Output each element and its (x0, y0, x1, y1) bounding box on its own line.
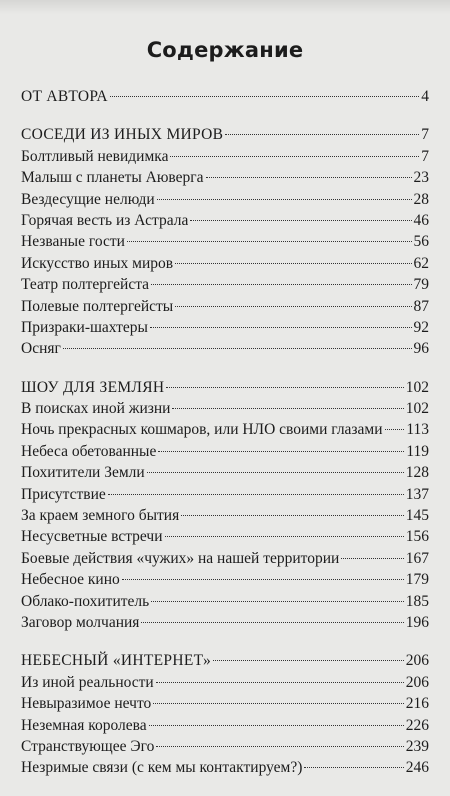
toc-entry (21, 167, 429, 188)
dot-leader (166, 387, 403, 388)
entry-label: Ночь прекрасных кошмаров, или НЛО своими глазами (21, 421, 383, 439)
toc-entry (21, 736, 429, 757)
section-heading-label: НЕБЕСНЫЙ «ИНТЕРНЕТ» (21, 652, 212, 670)
dot-leader (153, 703, 403, 704)
entry-label: Вездесущие нелюди (21, 190, 155, 208)
page-number: 56 (413, 233, 429, 251)
page-number: 23 (413, 169, 429, 187)
dot-leader (304, 767, 403, 768)
entry-label: Невыразимое нечто (21, 695, 152, 713)
toc-entry (21, 526, 429, 547)
dot-leader (206, 177, 412, 178)
toc-entry (21, 693, 429, 714)
entry-label: Горячая весть из Астрала (21, 211, 189, 229)
page-number: 87 (413, 297, 429, 315)
section-heading-label: СОСЕДИ ИЗ ИНЫХ МИРОВ (21, 126, 224, 144)
toc-entry (21, 398, 429, 419)
toc-entry (21, 591, 429, 612)
page-number: 145 (405, 507, 429, 525)
toc-entry (21, 484, 429, 505)
dot-leader (151, 284, 411, 285)
toc-entry (21, 274, 429, 295)
dot-leader (170, 156, 419, 157)
page-number: 246 (405, 759, 429, 777)
toc-entry (21, 253, 429, 274)
page-number: 113 (406, 421, 429, 439)
page-number: 62 (413, 254, 429, 272)
toc-entry (21, 612, 429, 633)
toc-entry (21, 231, 429, 252)
page-number: 226 (405, 716, 429, 734)
page-number: 4 (421, 88, 429, 105)
entry-label: Полевые полтергейсты (21, 297, 174, 315)
page-number: 102 (405, 400, 429, 418)
toc-entry (21, 210, 429, 231)
table-of-contents (21, 86, 429, 796)
entry-label: Похитители Земли (21, 464, 145, 482)
dot-leader (122, 579, 404, 580)
page-number: 179 (405, 571, 429, 589)
entry-label: Осняг (21, 340, 61, 358)
page-number: 156 (405, 528, 429, 546)
dot-leader (150, 327, 412, 328)
toc-entry (21, 757, 429, 778)
section-heading (21, 86, 429, 107)
page-number: 46 (413, 211, 429, 229)
toc-entry (21, 505, 429, 526)
entry-label: Призраки-шахтеры (21, 318, 148, 336)
dot-leader (149, 725, 404, 726)
page-number: 7 (421, 147, 429, 165)
dot-leader (175, 263, 411, 264)
entry-label: Малыш с планеты Аюверга (21, 169, 204, 187)
section-heading (21, 377, 429, 398)
entry-label: Несусветные встречи (21, 528, 163, 546)
entry-label: Искусство иных миров (21, 254, 174, 272)
page-number: 79 (413, 276, 429, 294)
toc-entry (21, 189, 429, 210)
dot-leader (165, 536, 404, 537)
dot-leader (225, 134, 419, 135)
previous-page-bleed (0, 0, 450, 14)
page-number: 185 (405, 592, 429, 610)
dot-leader (157, 199, 412, 200)
toc-entry (21, 548, 429, 569)
toc-entry (21, 441, 429, 462)
dot-leader (190, 220, 411, 221)
toc-entry (21, 715, 429, 736)
page-number: 206 (405, 673, 429, 691)
entry-label: Небеса обетованные (21, 442, 157, 460)
entry-label: В поисках иной жизни (21, 400, 171, 418)
page-number: 7 (421, 126, 429, 144)
toc-entry (21, 317, 429, 338)
page-number: 128 (405, 464, 429, 482)
dot-leader (110, 96, 419, 97)
dot-leader (63, 348, 412, 349)
page-number: 196 (405, 613, 429, 631)
toc-section (21, 650, 429, 778)
dot-leader (156, 682, 404, 683)
entry-label: Из иной реальности (21, 673, 154, 691)
toc-entry (21, 146, 429, 167)
page-number: 102 (405, 378, 429, 396)
entry-label: Небесное кино (21, 571, 120, 589)
section-heading (21, 650, 429, 671)
page-title: Содержание (146, 38, 304, 62)
dot-leader (341, 558, 403, 559)
dot-leader (108, 494, 404, 495)
entry-label: За краем земного бытия (21, 507, 180, 525)
dot-leader (151, 601, 404, 602)
page-number: 137 (405, 485, 429, 503)
entry-label: Неземная королева (21, 716, 147, 734)
entry-label: Боевые действия «чужих» на нашей территории (21, 549, 340, 567)
entry-label: Незваные гости (21, 233, 125, 251)
dot-leader (181, 515, 404, 516)
dot-leader (156, 746, 403, 747)
toc-entry (21, 419, 429, 440)
page-number: 206 (405, 652, 429, 670)
page-number: 216 (405, 695, 429, 713)
dot-leader (158, 451, 404, 452)
entry-label: Театр полтергейста (21, 276, 150, 294)
entry-label: Облако-похититель (21, 592, 150, 610)
toc-section (21, 86, 429, 107)
toc-entry (21, 569, 429, 590)
entry-label: Заговор молчания (21, 613, 140, 631)
dot-leader (385, 429, 405, 430)
dot-leader (172, 408, 403, 409)
entry-label: Болтливый невидимка (21, 147, 169, 165)
page-number: 96 (413, 340, 429, 358)
dot-leader (147, 472, 404, 473)
dot-leader (127, 241, 412, 242)
toc-entry (21, 338, 429, 359)
section-heading (21, 124, 429, 145)
entry-label: Странствующее Эго (21, 737, 155, 755)
entry-label: Незримые связи (с кем мы контактируем?) (21, 759, 303, 777)
page-number: 167 (405, 549, 429, 567)
toc-section (21, 124, 429, 359)
page-number: 119 (406, 442, 429, 460)
toc-section (21, 377, 429, 634)
toc-entry (21, 462, 429, 483)
dot-leader (175, 306, 411, 307)
page-number: 28 (413, 190, 429, 208)
page-number: 239 (405, 737, 429, 755)
page-number: 92 (413, 318, 429, 336)
section-heading-label: ОТ АВТОРА (21, 88, 108, 105)
dot-leader (141, 622, 403, 623)
toc-entry (21, 672, 429, 693)
toc-entry (21, 296, 429, 317)
entry-label: Присутствие (21, 485, 106, 503)
section-heading-label: ШОУ ДЛЯ ЗЕМЛЯН (21, 378, 165, 396)
